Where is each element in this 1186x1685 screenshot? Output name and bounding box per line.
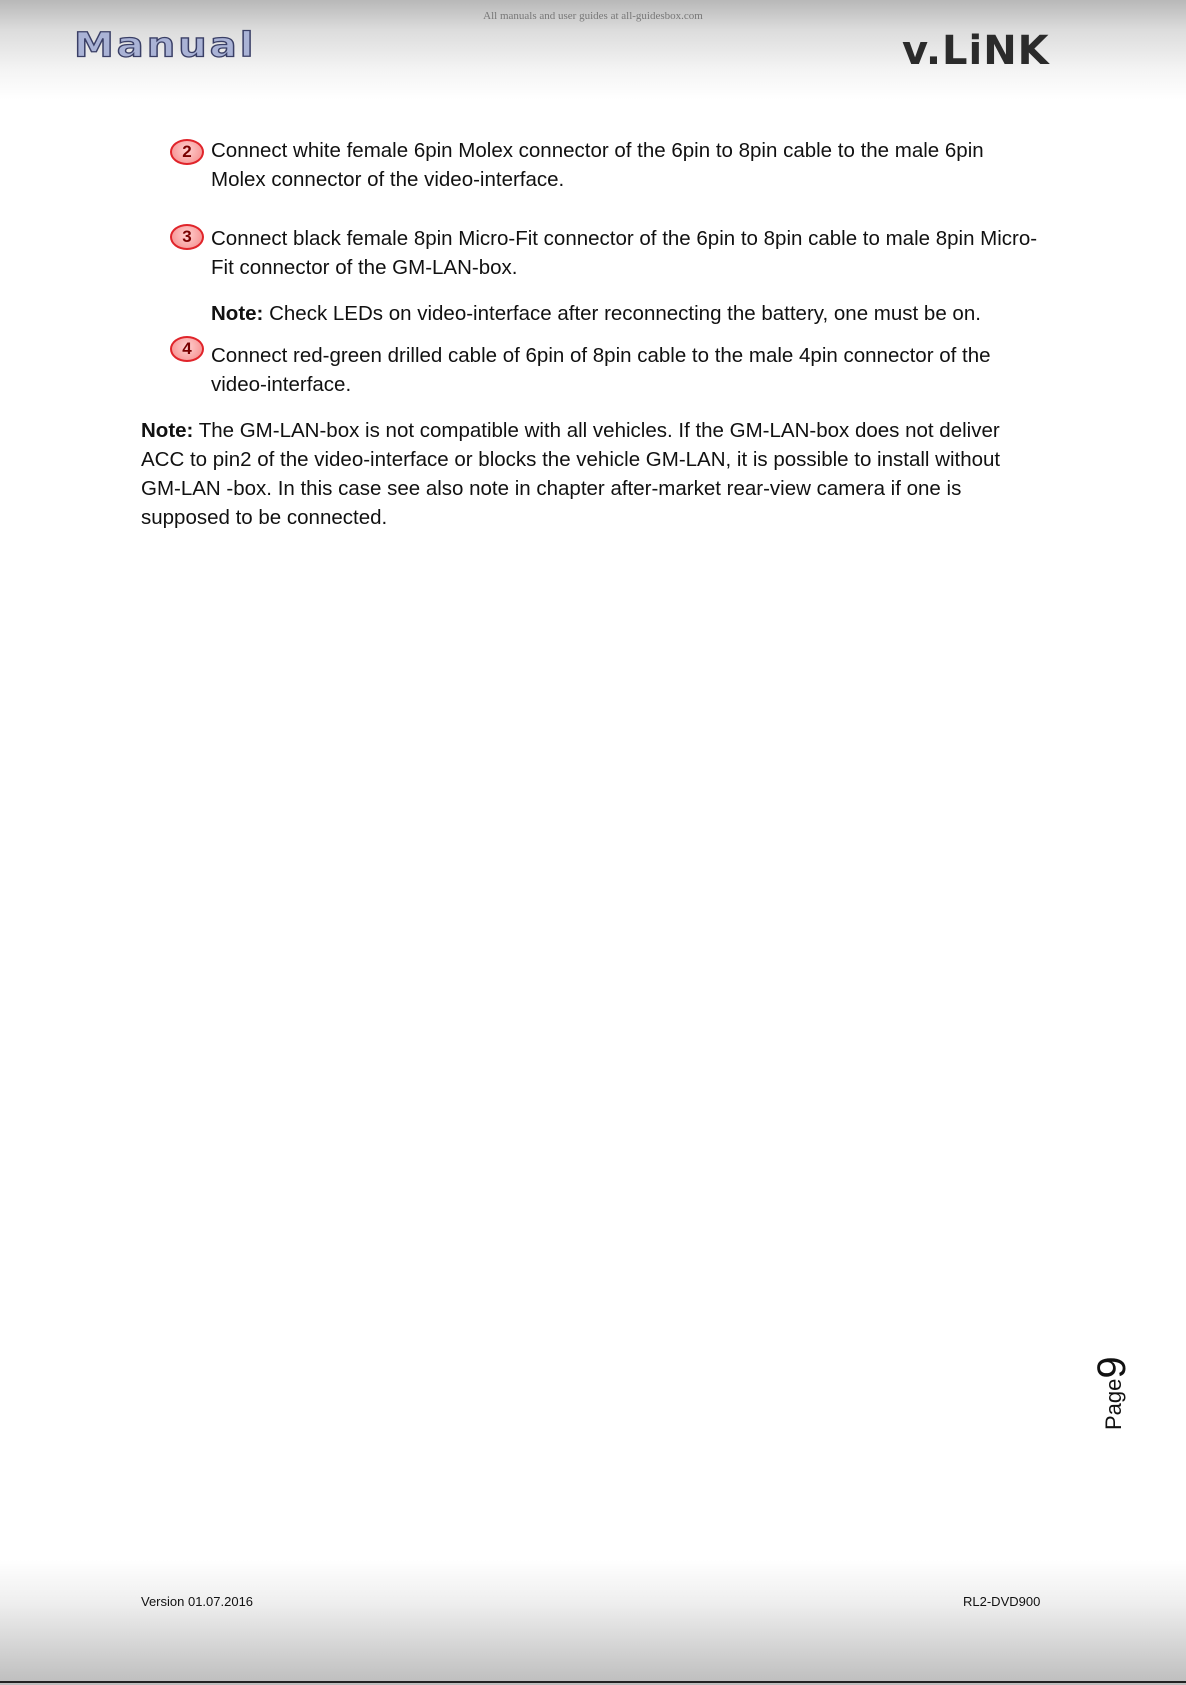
step-2-text: Connect white female 6pin Molex connector of the 6pin to 8pin cable to the male 6pin Molex connector of the video-interface. [211, 139, 984, 191]
vlink-logo: v.LiNK [902, 28, 1050, 74]
manual-logo: Manual [74, 26, 257, 66]
watermark-text: All manuals and user guides at all-guidesbox.com [483, 10, 703, 22]
page-label: Page [1101, 1378, 1126, 1430]
general-note-text: The GM-LAN-box is not compatible with all vehicles. If the GM-LAN-box does not deliver ACC to pin2 of the video-interface or blocks the vehicle GM-LAN, it is possible to install without GM-LAN -box. In this case see also note in chapter after-market rear-view camera if one is supposed to be connected. [141, 419, 1001, 529]
page-number [1090, 1356, 1135, 1430]
footer-divider [0, 1681, 1186, 1683]
step-2-badge: 2 [170, 139, 204, 165]
general-note-label: Note: [141, 419, 194, 442]
step-3-text: Connect black female 8pin Micro-Fit connector of the 6pin to 8pin cable to male 8pin Micro-Fit connector of the GM-LAN-box. [211, 227, 1038, 279]
step-3-note [211, 299, 1041, 328]
step-4-text: Connect red-green drilled cable of 6pin of 8pin cable to the male 4pin connector of the video-interface. [211, 344, 991, 396]
step-4-badge: 4 [170, 336, 204, 362]
footer-band [0, 1560, 1186, 1685]
general-note [141, 416, 1041, 532]
step-3-note-label: Note: [211, 302, 264, 325]
page-number-value: 9 [1090, 1356, 1134, 1379]
step-3-note-text: Check LEDs on video-interface after reconnecting the battery, one must be on. [263, 302, 981, 325]
step-3-badge: 3 [170, 224, 204, 250]
footer-version: Version 01.07.2016 [141, 1594, 254, 1609]
footer-model: RL2-DVD900 [963, 1594, 1041, 1609]
